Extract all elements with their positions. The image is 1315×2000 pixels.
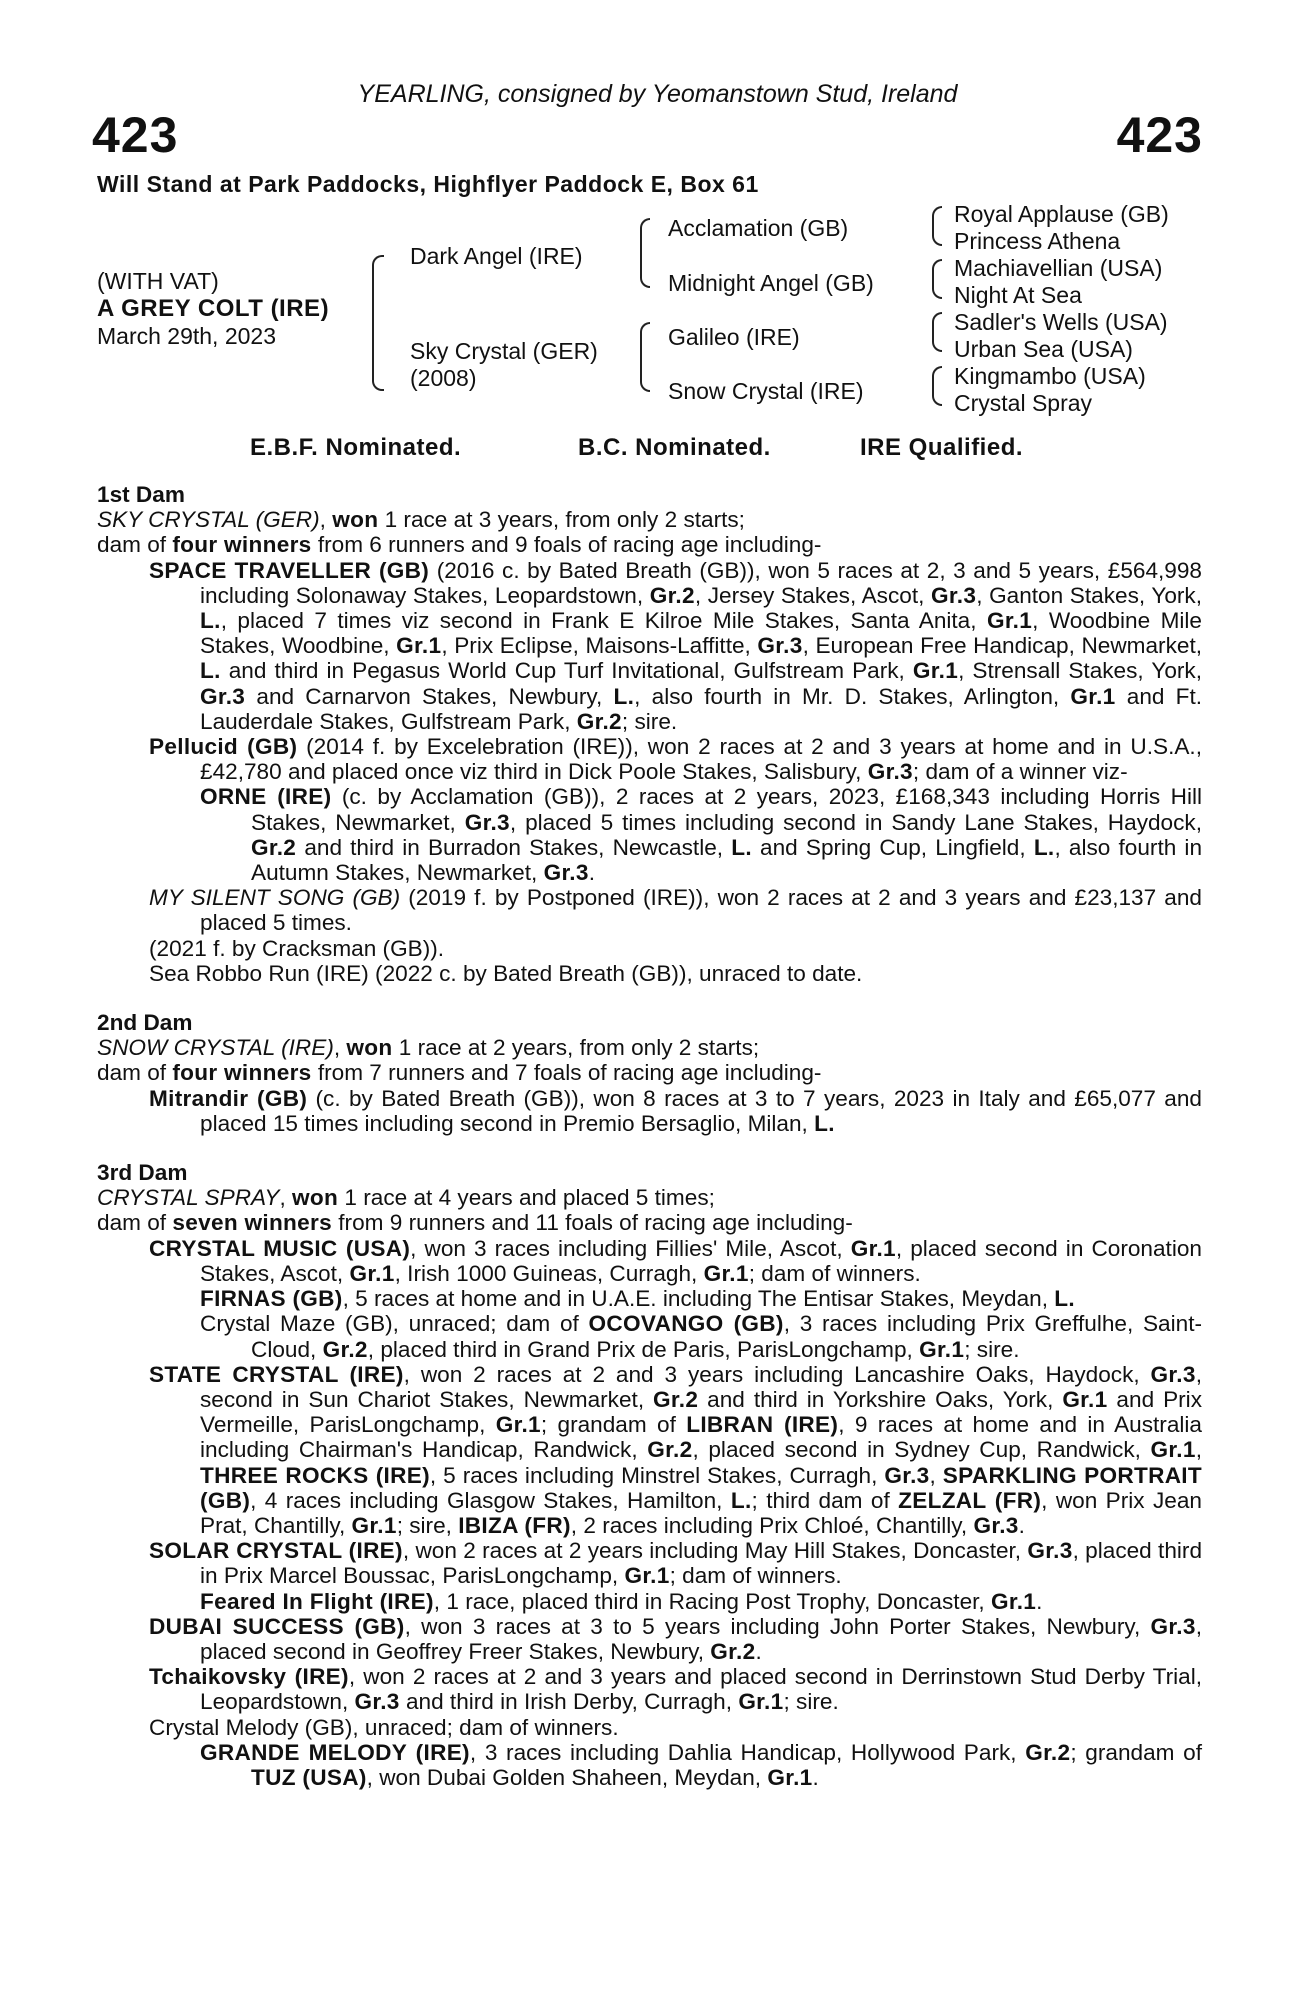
entry-feared-in-flight: Feared In Flight (IRE), 1 race, placed third in Racing Post Trophy, Doncaster, Gr.1. xyxy=(200,1588,1043,1614)
brace-g3-1 xyxy=(932,206,942,246)
first-dam-produce: dam of four winners from 6 runners and 9 foals of racing age including- xyxy=(97,532,822,558)
brace-sire-dam xyxy=(372,255,384,391)
third-dam-produce: dam of seven winners from 9 runners and 11 foals of racing age including- xyxy=(97,1210,853,1236)
foaling-date: March 29th, 2023 xyxy=(97,323,277,349)
first-dam-heading: 1st Dam xyxy=(97,482,185,507)
sire-dam: Midnight Angel (GB) xyxy=(668,270,874,296)
brace-dam-parents xyxy=(640,322,650,392)
ancestor-g3-6: Urban Sea (USA) xyxy=(954,336,1133,362)
dam-dam: Snow Crystal (IRE) xyxy=(668,378,864,404)
dam-foaled-year: (2008) xyxy=(410,365,477,391)
entry-grande-melody: GRANDE MELODY (IRE), 3 races including Dahlia Handicap, Hollywood Park, Gr.2; grandam of TUZ (USA), won Dubai Golden Shaheen, Meydan, Gr.1. xyxy=(200,1739,1202,1790)
ebf-note: E.B.F. Nominated. xyxy=(250,434,462,461)
consignor-line: YEARLING, consigned by Yeomanstown Stud, Ireland xyxy=(357,80,958,108)
horse-name: A GREY COLT (IRE) xyxy=(97,295,330,322)
bc-note: B.C. Nominated. xyxy=(578,434,771,461)
entry-mitrandir: Mitrandir (GB) (c. by Bated Breath (GB)), won 8 races at 3 to 7 years, 2023 in Italy and £65,077 and placed 15 times including second in Premio Bersaglio, Milan, L. xyxy=(149,1085,1202,1136)
ancestor-g3-8: Crystal Spray xyxy=(954,390,1093,416)
entry-crystal-music: CRYSTAL MUSIC (USA), won 3 races including Fillies' Mile, Ascot, Gr.1, placed second in Coronation Stakes, Ascot, Gr.1, Irish 1000 Guineas, Curragh, Gr.1; dam of winners. xyxy=(149,1235,1202,1286)
dam-name: Sky Crystal (GER) xyxy=(410,338,598,364)
entry-tchaikovsky: Tchaikovsky (IRE), won 2 races at 2 and 3 years and placed second in Derrinstown Stud Derby Trial, Leopardstown, Gr.3 and third in Irish Derby, Curragh, Gr.1; sire. xyxy=(149,1664,1202,1715)
ancestor-g3-1: Royal Applause (GB) xyxy=(954,201,1169,227)
lot-number-left: 423 xyxy=(92,107,179,163)
ancestor-g3-3: Machiavellian (USA) xyxy=(954,255,1163,281)
entry-orne: ORNE (IRE) (c. by Acclamation (GB)), 2 races at 2 years, 2023, £168,343 including Horris Hill Stakes, Newmarket, Gr.3, placed 5 times including second in Sandy Lane Stakes, Haydock, Gr.2 and third in Burradon Stakes, Newcastle, L. and Spring Cup, Lingfield, L., also fourth in Autumn Stakes, Newmarket, Gr.3. xyxy=(200,784,1203,886)
entry-firnas: FIRNAS (GB), 5 races at home and in U.A.E. including The Entisar Stakes, Meydan, L. xyxy=(200,1286,1075,1312)
brace-g3-2 xyxy=(932,259,942,299)
entry-2021-filly: (2021 f. by Cracksman (GB)). xyxy=(149,935,445,961)
entry-crystal-melody: Crystal Melody (GB), unraced; dam of winners. xyxy=(149,1714,619,1740)
third-dam-summary: CRYSTAL SPRAY, won 1 race at 4 years and placed 5 times; xyxy=(97,1185,715,1211)
brace-sire-parents xyxy=(640,218,650,288)
entry-sea-robbo-run: Sea Robbo Run (IRE) (2022 c. by Bated Breath (GB)), unraced to date. xyxy=(149,960,863,986)
brace-g3-4 xyxy=(932,366,942,406)
third-dam-heading: 3rd Dam xyxy=(97,1160,188,1186)
ancestor-g3-4: Night At Sea xyxy=(954,282,1082,308)
ire-note: IRE Qualified. xyxy=(860,434,1024,461)
entry-solar-crystal: SOLAR CRYSTAL (IRE), won 2 races at 2 years including May Hill Stakes, Doncaster, Gr.3, placed third in Prix Marcel Boussac, ParisLongchamp, Gr.1; dam of winners. xyxy=(149,1538,1203,1589)
entry-state-crystal: STATE CRYSTAL (IRE), won 2 races at 2 and 3 years including Lancashire Oaks, Haydock, Gr.3, second in Sun Chariot Stakes, Newmarket, Gr.2 and third in Yorkshire Oaks, York, Gr.1 and Prix Vermeille, ParisLongchamp, Gr.1; grandam of LIBRAN (IRE), 9 races at home and in Australia including Chairman's Handicap, Randwick, Gr.2, placed second in Sydney Cup, Randwick, Gr.1, THREE ROCKS (IRE), 5 races including Minstrel Stakes, Curragh, Gr.3, SPARKLING PORTRAIT (GB), 4 races including Glasgow Stakes, Hamilton, L.; third dam of ZELZAL (FR), won Prix Jean Prat, Chantilly, Gr.1; sire, IBIZA (FR), 2 races including Prix Chloé, Chantilly, Gr.3. xyxy=(149,1361,1202,1538)
second-dam-produce: dam of four winners from 7 runners and 7 foals of racing age including- xyxy=(97,1060,822,1086)
entry-space-traveller: SPACE TRAVELLER (GB) (2016 c. by Bated Breath (GB)), won 5 races at 2, 3 and 5 years, £564,998 including Solonaway Stakes, Leopardstown, Gr.2, Jersey Stakes, Ascot, Gr.3, Ganton Stakes, York, L., placed 7 times viz second in Frank E Kilroe Mile Stakes, Santa Anita, Gr.1, Woodbine Mile Stakes, Woodbine, Gr.1, Prix Eclipse, Maisons-Laffitte, Gr.3, European Free Handicap, Newmarket, L. and third in Pegasus World Cup Turf Invitational, Gulfstream Park, Gr.1, Strensall Stakes, York, Gr.3 and Carnarvon Stakes, Newbury, L., also fourth in Mr. D. Stakes, Arlington, Gr.1 and Ft. Lauderdale Stakes, Gulfstream Park, Gr.2; sire. xyxy=(149,557,1203,734)
lot-number-right: 423 xyxy=(1116,107,1203,163)
entry-pellucid: Pellucid (GB) (2014 f. by Excelebration (IRE)), won 2 races at 2 and 3 years at home and in U.S.A., £42,780 and placed once viz third in Dick Poole Stakes, Salisbury, Gr.3; dam of a winner viz- xyxy=(149,734,1202,785)
second-dam-heading: 2nd Dam xyxy=(97,1010,193,1036)
ancestor-g3-7: Kingmambo (USA) xyxy=(954,363,1146,389)
dam-sire: Galileo (IRE) xyxy=(668,324,800,350)
entry-crystal-maze: Crystal Maze (GB), unraced; dam of OCOVANGO (GB), 3 races including Prix Greffulhe, Saint-Cloud, Gr.2, placed third in Grand Prix de Paris, ParisLongchamp, Gr.1; sire. xyxy=(200,1311,1202,1362)
first-dam-summary: SKY CRYSTAL (GER), won 1 race at 3 years, from only 2 starts; xyxy=(97,507,745,533)
sire-name: Dark Angel (IRE) xyxy=(410,243,583,269)
brace-g3-3 xyxy=(932,312,942,352)
vat-label: (WITH VAT) xyxy=(97,268,219,294)
catalogue-body xyxy=(97,482,1202,1790)
ancestor-g3-2: Princess Athena xyxy=(954,228,1121,254)
entry-dubai-success: DUBAI SUCCESS (GB), won 3 races at 3 to 5 years including John Porter Stakes, Newbury, Gr.3, placed second in Geoffrey Freer Stakes, Newbury, Gr.2. xyxy=(149,1613,1202,1664)
sire-sire: Acclamation (GB) xyxy=(668,215,849,241)
entry-my-silent-song: MY SILENT SONG (GB) (2019 f. by Postponed (IRE)), won 2 races at 2 and 3 years and £23,137 and placed 5 times. xyxy=(149,885,1202,936)
ancestor-g3-5: Sadler's Wells (USA) xyxy=(954,309,1168,335)
second-dam-summary: SNOW CRYSTAL (IRE), won 1 race at 2 years, from only 2 starts; xyxy=(97,1035,760,1061)
stand-location: Will Stand at Park Paddocks, Highflyer Paddock E, Box 61 xyxy=(97,171,759,197)
